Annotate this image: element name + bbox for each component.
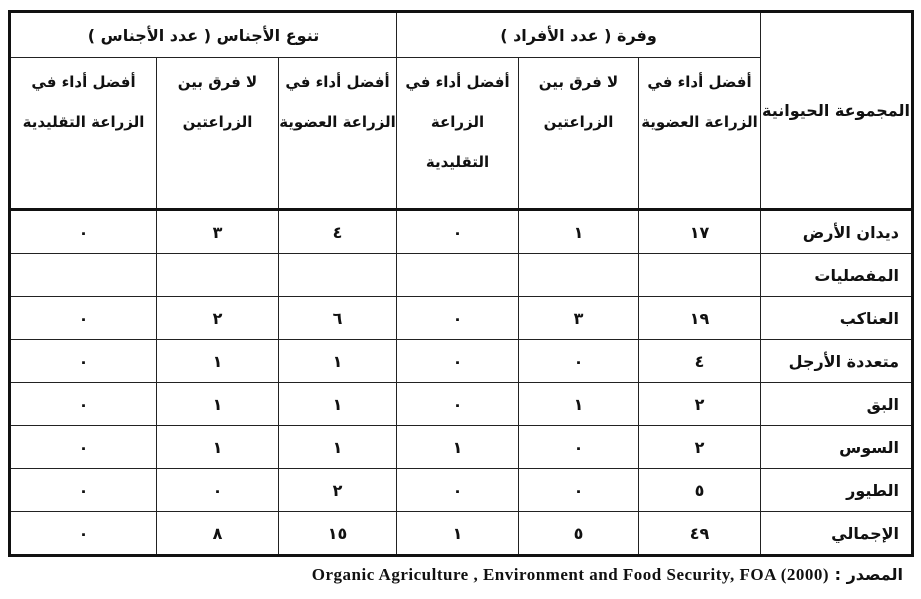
abundance-conventional-header: أفضل أداء في الزراعة التقليدية xyxy=(397,58,519,210)
diversity-conventional-cell: ٠ xyxy=(10,340,157,383)
abundance-conventional-cell: ١ xyxy=(397,512,519,556)
abundance-conventional-cell xyxy=(397,254,519,297)
abundance-no-difference-cell: ٠ xyxy=(519,469,639,512)
row-label: الطيور xyxy=(761,469,913,512)
diversity-no-difference-cell xyxy=(157,254,279,297)
abundance-no-difference-cell xyxy=(519,254,639,297)
abundance-group-header: وفرة ( عدد الأفراد ) xyxy=(397,12,761,58)
diversity-group-header: تنوع الأجناس ( عدد الأجناس ) xyxy=(10,12,397,58)
row-label: متعددة الأرجل xyxy=(761,340,913,383)
abundance-organic-cell: ٢ xyxy=(639,383,761,426)
diversity-no-difference-cell: ٠ xyxy=(157,469,279,512)
abundance-organic-cell: ٢ xyxy=(639,426,761,469)
source-citation xyxy=(312,565,903,585)
diversity-conventional-cell: ٠ xyxy=(10,512,157,556)
table-row xyxy=(10,340,913,383)
animal-group-header: المجموعة الحيوانية xyxy=(761,12,913,210)
diversity-organic-header: أفضل أداء في الزراعة العضوية xyxy=(279,58,397,210)
abundance-no-difference-cell: ٥ xyxy=(519,512,639,556)
abundance-no-difference-cell: ٣ xyxy=(519,297,639,340)
diversity-conventional-cell: ٠ xyxy=(10,383,157,426)
abundance-no-difference-cell: ٠ xyxy=(519,426,639,469)
diversity-organic-cell: ٦ xyxy=(279,297,397,340)
table-row xyxy=(10,210,913,254)
table-row xyxy=(10,469,913,512)
source-reference: Organic Agriculture , Environment and Food Security, FOA (2000) xyxy=(311,565,830,584)
diversity-organic-cell xyxy=(279,254,397,297)
row-label: البق xyxy=(761,383,913,426)
abundance-organic-cell: ٤ xyxy=(639,340,761,383)
abundance-organic-cell: ١٧ xyxy=(639,210,761,254)
table-row xyxy=(10,383,913,426)
row-label: ديدان الأرض xyxy=(761,210,913,254)
abundance-organic-cell xyxy=(639,254,761,297)
diversity-no-difference-cell: ٣ xyxy=(157,210,279,254)
row-label: السوس xyxy=(761,426,913,469)
diversity-no-difference-cell: ١ xyxy=(157,426,279,469)
data-table-container xyxy=(8,10,911,557)
diversity-organic-cell: ١ xyxy=(279,383,397,426)
diversity-organic-cell: ٢ xyxy=(279,469,397,512)
diversity-no-difference-cell: ١ xyxy=(157,340,279,383)
abundance-organic-cell: ٤٩ xyxy=(639,512,761,556)
diversity-conventional-cell: ٠ xyxy=(10,469,157,512)
abundance-conventional-cell: ٠ xyxy=(397,297,519,340)
row-label: الإجمالي xyxy=(761,512,913,556)
diversity-organic-cell: ١ xyxy=(279,340,397,383)
row-label: العناكب xyxy=(761,297,913,340)
diversity-conventional-cell: ٠ xyxy=(10,426,157,469)
table-header-row-groups xyxy=(10,12,913,58)
diversity-conventional-cell xyxy=(10,254,157,297)
abundance-conventional-cell: ٠ xyxy=(397,210,519,254)
abundance-no-difference-cell: ١ xyxy=(519,383,639,426)
abundance-conventional-cell: ١ xyxy=(397,426,519,469)
diversity-no-difference-cell: ١ xyxy=(157,383,279,426)
table-row xyxy=(10,426,913,469)
diversity-no-difference-cell: ٨ xyxy=(157,512,279,556)
diversity-conventional-cell: ٠ xyxy=(10,297,157,340)
abundance-conventional-cell: ٠ xyxy=(397,383,519,426)
abundance-organic-cell: ٥ xyxy=(639,469,761,512)
abundance-organic-header: أفضل أداء في الزراعة العضوية xyxy=(639,58,761,210)
table-row xyxy=(10,254,913,297)
comparison-table xyxy=(8,10,914,557)
abundance-organic-cell: ١٩ xyxy=(639,297,761,340)
diversity-organic-cell: ١٥ xyxy=(279,512,397,556)
diversity-no-difference-cell: ٢ xyxy=(157,297,279,340)
table-row xyxy=(10,297,913,340)
diversity-conventional-cell: ٠ xyxy=(10,210,157,254)
abundance-conventional-cell: ٠ xyxy=(397,469,519,512)
abundance-no-difference-cell: ١ xyxy=(519,210,639,254)
table-row-total xyxy=(10,512,913,556)
row-label: المفصليات xyxy=(761,254,913,297)
abundance-no-difference-header: لا فرق بين الزراعتين xyxy=(519,58,639,210)
diversity-conventional-header: أفضل أداء في الزراعة التقليدية xyxy=(10,58,157,210)
diversity-organic-cell: ١ xyxy=(279,426,397,469)
source-label: المصدر : xyxy=(834,565,903,584)
diversity-organic-cell: ٤ xyxy=(279,210,397,254)
abundance-no-difference-cell: ٠ xyxy=(519,340,639,383)
diversity-no-difference-header: لا فرق بين الزراعتين xyxy=(157,58,279,210)
abundance-conventional-cell: ٠ xyxy=(397,340,519,383)
